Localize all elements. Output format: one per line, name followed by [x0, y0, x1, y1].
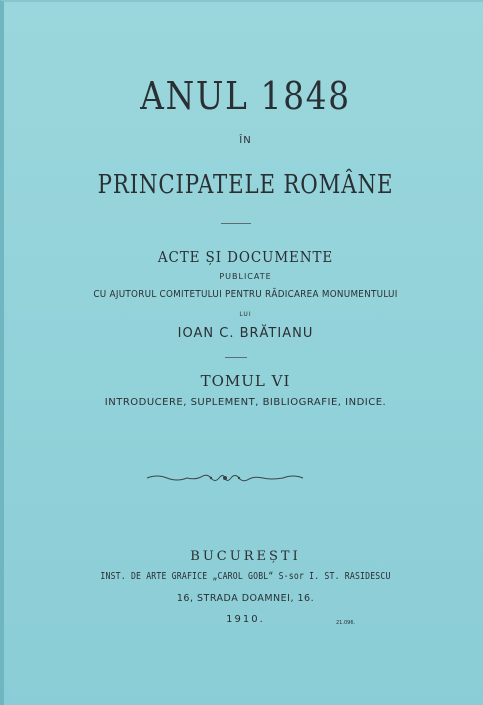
- ornament-divider-icon: [145, 471, 305, 485]
- series-title: ACTE ȘI DOCUMENTE: [157, 248, 334, 266]
- title-preposition: ÎN: [239, 135, 252, 146]
- divider-rule: [221, 223, 251, 224]
- by-label: LUI: [239, 311, 252, 318]
- divider-rule-small: [225, 357, 247, 358]
- contents-line: INTRODUCERE, SUPLEMENT, BIBLIOGRAFIE, INDICE.: [104, 397, 387, 408]
- imprint-year: 1910.: [226, 614, 265, 625]
- imprint-printer: INST. DE ARTE GRAFICE „CAROL GÖBL“ S-sor I. ST. RASIDESCU: [100, 571, 391, 582]
- published-label: PUBLICATE: [219, 272, 272, 281]
- volume-label: TOMUL VI: [200, 372, 291, 390]
- page-title: ANUL 1848: [140, 74, 351, 118]
- page-subtitle: PRINCIPATELE ROMÂNE: [97, 170, 394, 200]
- author-name: IOAN C. BRĂTIANU: [177, 326, 314, 341]
- print-code: 21.096.: [336, 620, 356, 626]
- imprint-city: BUCUREȘTI: [190, 549, 301, 564]
- sponsor-line: CU AJUTORUL COMITETULUI PENTRU RĂDICAREA MONUMENTULUI: [93, 289, 398, 300]
- imprint-address: 16, STRADA DOAMNEI, 16.: [176, 593, 315, 604]
